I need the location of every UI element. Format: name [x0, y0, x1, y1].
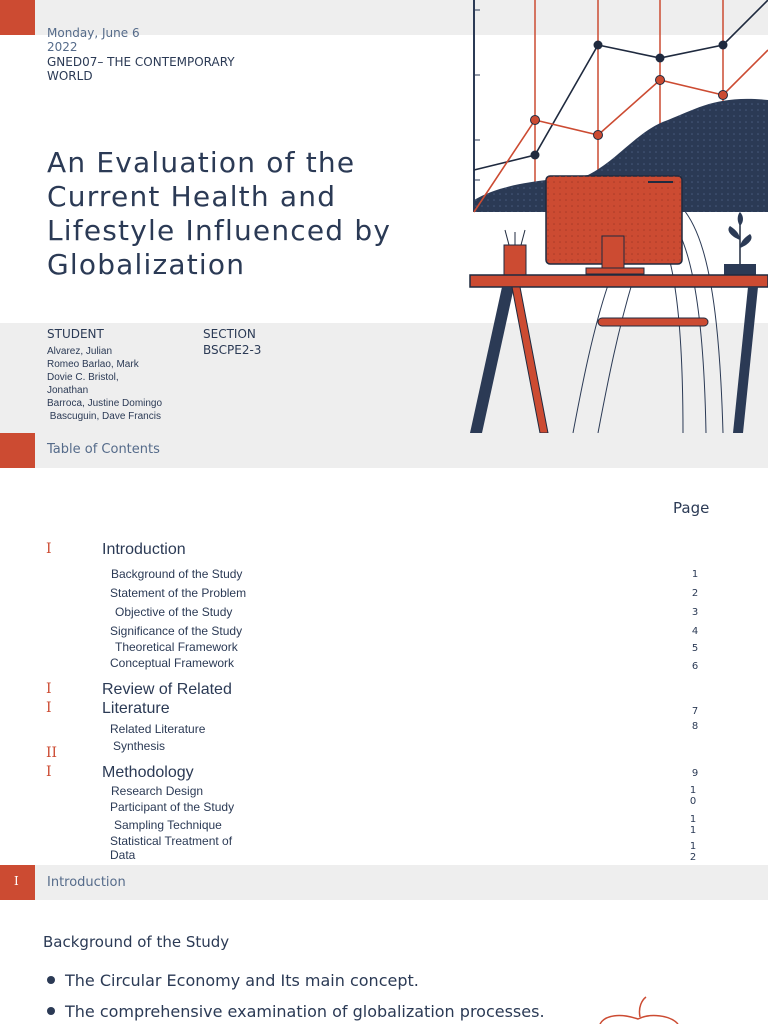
toc-item[interactable]: Statistical Treatment of Data	[110, 834, 233, 862]
toc-item[interactable]: Statement of the Problem	[110, 586, 247, 600]
toc-roman: II	[46, 745, 58, 761]
student-name: Alvarez, Julian	[47, 346, 113, 357]
toc-page: 2	[691, 588, 699, 599]
bullet-text: The Circular Economy and Its main concept.	[65, 971, 419, 990]
student-label: STUDENT	[47, 327, 104, 341]
toc-section-title[interactable]: Methodology	[102, 764, 194, 781]
bullet-icon	[47, 976, 55, 984]
toc-page: 8	[691, 721, 699, 732]
toc-item[interactable]: Theoretical Framework	[115, 640, 238, 654]
student-name: Barroca, Justine Domingo	[47, 398, 163, 409]
header-accent	[0, 0, 35, 35]
toc-accent	[0, 433, 35, 468]
section-value: BSCPE2-3	[203, 343, 262, 357]
student-name: Bascuguin, Dave Francis	[47, 411, 161, 422]
intro-heading: Background of the Study	[43, 933, 230, 951]
toc-roman: I	[46, 541, 52, 557]
bullet-text: The comprehensive examination of globalization processes.	[65, 1002, 545, 1021]
toc-page: 9	[691, 768, 699, 779]
toc-page: 12	[689, 841, 697, 863]
toc-item[interactable]: Significance of the Study	[110, 624, 243, 638]
section-label: SECTION	[203, 327, 256, 341]
toc-page: 7	[691, 706, 699, 717]
student-list	[47, 345, 197, 423]
intro-roman: I	[14, 874, 19, 888]
toc-roman: I	[46, 764, 52, 780]
course-code: GNED07– THE CONTEMPORARY WORLD	[47, 55, 235, 83]
intro-band-label: Introduction	[47, 875, 126, 890]
toc-item[interactable]: Research Design	[111, 784, 204, 798]
bullet-item	[47, 971, 419, 990]
bullet-icon	[47, 1007, 55, 1015]
toc-page: 1	[691, 569, 699, 580]
toc-page: 3	[691, 607, 699, 618]
toc-item[interactable]: Background of the Study	[111, 567, 243, 581]
toc-page: 11	[689, 814, 697, 836]
toc-page: 4	[691, 626, 699, 637]
toc-item[interactable]: Participant of the Study	[110, 800, 235, 814]
apple-sketch-icon	[590, 995, 690, 1024]
student-name: Dovie C. Bristol,	[47, 372, 119, 383]
toc-item[interactable]: Related Literature	[110, 722, 206, 736]
toc-page: 10	[689, 785, 697, 807]
toc-item[interactable]: Conceptual Framework	[110, 656, 235, 670]
toc-roman: I	[46, 700, 52, 716]
toc-band-label: Table of Contents	[47, 442, 160, 457]
toc-page: 6	[691, 661, 699, 672]
toc-item[interactable]: Sampling Technique	[114, 818, 222, 832]
toc-section-title[interactable]: Introduction	[102, 541, 186, 558]
toc-roman: I	[46, 681, 52, 697]
toc-page-label: Page	[673, 499, 710, 517]
desk-illustration	[468, 0, 768, 433]
student-name: Jonathan	[47, 385, 89, 396]
date: Monday, June 6 2022	[47, 26, 140, 54]
bullet-item	[47, 1002, 545, 1021]
toc-item[interactable]: Objective of the Study	[115, 605, 233, 619]
student-name: Romeo Barlao, Mark	[47, 359, 139, 370]
toc-section-title[interactable]: Review of Related	[102, 681, 232, 698]
toc-page: 5	[691, 643, 699, 654]
toc-item[interactable]: Synthesis	[113, 739, 166, 753]
toc-section-title[interactable]: Literature	[102, 700, 170, 717]
page-title: An Evaluation of the Current Health and Lifestyle Influenced by Globalization	[47, 146, 392, 281]
